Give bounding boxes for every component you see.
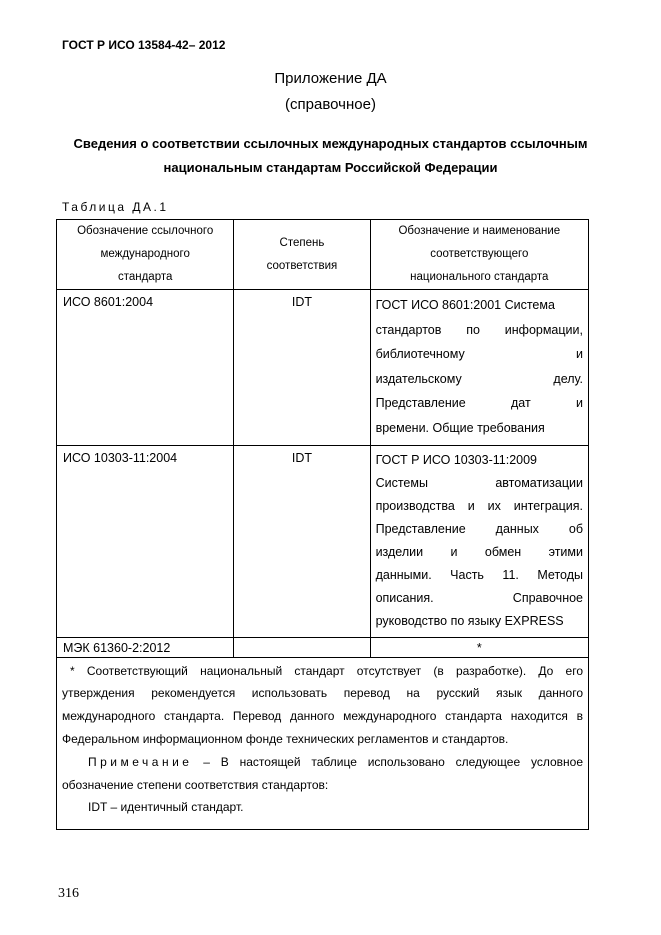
cell-reference: МЭК 61360-2:2012: [57, 637, 234, 657]
cell-reference: ИСО 10303-11:2004: [57, 445, 234, 637]
section-title-line-2: национальным стандартам Российской Федерации: [163, 160, 498, 175]
cell-line: библиотечному и: [375, 347, 583, 362]
header-text: международного: [100, 248, 190, 260]
footnote-text: * Соответствующий национальный стандарт отсутствует (в разработке). До его утверждения рекомендуется использовать перевод на русский язык данного международного стандарта. Перевод данного международного стандарта находится в Федеральном информационном фонде технических регламентов и стандартов.: [62, 663, 583, 746]
cell-line: ГОСТ Р ИСО 10303-11:2009: [375, 452, 538, 467]
cell-line: времени. Общие требования: [375, 420, 545, 435]
header-reference-standard: [57, 220, 234, 290]
cell-line: Представление дат и: [375, 396, 583, 411]
cell-line: данными. Часть 11. Методы: [375, 567, 583, 582]
header-text: Обозначение и наименование: [398, 225, 561, 237]
cell-line: производства и их интеграция.: [375, 498, 583, 513]
cell-line: издательскому делу.: [375, 371, 583, 386]
remark-text: – В настоящей таблице использовано следующее условное обозначение степени соответствия стандартов:: [62, 754, 583, 792]
table-header-row: [57, 220, 589, 290]
header-text: национального стандарта: [410, 271, 549, 283]
cell-line: Представление данных об: [375, 521, 583, 536]
notes-cell: [57, 657, 589, 830]
header-text: стандарта: [117, 271, 173, 283]
cell-line: изделии и обмен этими: [375, 544, 583, 559]
appendix-kind: (справочное): [285, 96, 376, 113]
idt-definition: IDT – идентичный стандарт.: [88, 800, 244, 815]
cell-line: Системы автоматизации: [375, 475, 583, 490]
header-national-standard: [370, 220, 588, 290]
appendix-title: Приложение ДА: [274, 70, 387, 87]
cell-national: [370, 290, 588, 446]
cell-line: стандартов по информации,: [375, 322, 583, 337]
table-row: [57, 290, 589, 446]
remark: [62, 751, 583, 797]
cell-line: описания. Справочное: [375, 590, 583, 605]
page-number: 316: [58, 886, 79, 901]
cell-reference: ИСО 8601:2004: [57, 290, 234, 446]
cell-national: [370, 445, 588, 637]
table-row: [57, 637, 589, 657]
table-caption: Таблица ДА.1: [62, 200, 169, 214]
conformity-table: [56, 219, 589, 830]
standard-id: ГОСТ Р ИСО 13584-42– 2012: [62, 38, 226, 52]
cell-degree: IDT: [234, 445, 370, 637]
cell-degree: IDT: [234, 290, 370, 446]
cell-national: *: [370, 637, 588, 657]
header-text: Обозначение ссылочного: [77, 225, 214, 237]
section-title-line-1: Сведения о соответствии ссылочных международных стандартов ссылочным: [73, 136, 588, 151]
remark-label: Примечание: [88, 754, 193, 769]
cell-line: руководство по языку EXPRESS: [375, 613, 564, 628]
header-text: соответствующего: [430, 248, 529, 260]
cell-line: ГОСТ ИСО 8601:2001 Система: [375, 298, 555, 312]
header-text: Степень: [279, 236, 325, 249]
cell-degree: [234, 637, 370, 657]
section-title: [30, 132, 631, 180]
table-row: [57, 445, 589, 637]
notes-row: [57, 657, 589, 830]
header-degree: [234, 220, 370, 290]
header-text: соответствия: [266, 259, 338, 272]
